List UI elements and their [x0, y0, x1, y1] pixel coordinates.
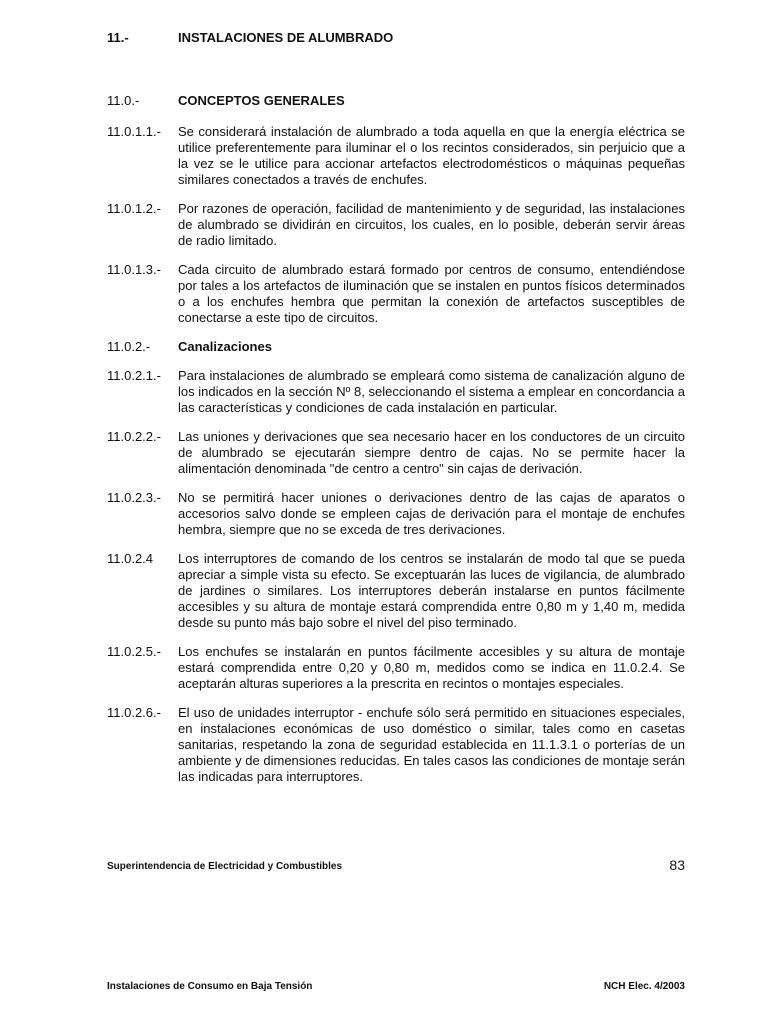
clause-number: 11.0.1.2.- [107, 201, 161, 216]
clause [107, 201, 685, 249]
clause-text: Para instalaciones de alumbrado se empleará como sistema de canalización alguno de los indicados en la sección Nº 8, seleccionando el sistema a emplear en concordancia a las características y condiciones de cada instalación en particular. [178, 368, 685, 415]
clause-text: Cada circuito de alumbrado estará formado por centros de consumo, entendiéndose por tales a los artefactos de iluminación que se instalen en puntos físicos determinados o a los enchufes hembra que permitan la conexión de artefactos susceptibles de conectarse a este tipo de circuitos. [178, 262, 685, 325]
clause [107, 124, 685, 188]
subsection-title: CONCEPTOS GENERALES [178, 93, 345, 108]
clause-number: 11.0.2.2.- [107, 429, 161, 444]
clause-number: 11.0.2.5.- [107, 644, 161, 659]
clause-text: Los interruptores de comando de los centros se instalarán de modo tal que se pueda apreciar a simple vista su efecto. Se exceptuarán las luces de vigilancia, de alumbrado de jardines o similares. Los interruptores deberán instalarse en puntos fácilmente accesibles y su altura de montaje estará comprendida entre 0,80 m y 1,40 m, medida desde su punto más bajo sobre el nivel del piso terminado. [178, 551, 685, 630]
clause [107, 262, 685, 326]
clause-text: No se permitirá hacer uniones o derivaciones dentro de las cajas de aparatos o accesorios salvo donde se empleen cajas de derivación para el montaje de enchufes hembra, siempre que no se exceda de tres derivaciones. [178, 490, 685, 537]
clause-text: Por razones de operación, facilidad de mantenimiento y de seguridad, las instalaciones de alumbrado se dividirán en circuitos, los cuales, en lo posible, deberán servir áreas de radio limitado. [178, 201, 685, 248]
clause-text: Las uniones y derivaciones que sea necesario hacer en los conductores de un circuito de alumbrado se ejecutarán siempre dentro de cajas. No se permite hacer la alimentación denominada "de centro a centro" sin cajas de derivación. [178, 429, 685, 476]
clause [107, 368, 685, 416]
clause [107, 490, 685, 538]
page-number: 83 [669, 857, 685, 873]
clause-number: 11.0.1.3.- [107, 262, 161, 277]
clause-list [107, 124, 685, 798]
clause-number: 11.0.2.4 [107, 551, 154, 566]
subheading-title: Canalizaciones [178, 339, 272, 354]
clause-text: Los enchufes se instalarán en puntos fácilmente accesibles y su altura de montaje estará comprendida entre 0,20 y 0,80 m, medidos como se indica en 11.0.2.4. Se aceptarán alturas superiores a la prescrita en recintos o montajes especiales. [178, 644, 685, 691]
footer-standard: NCH Elec. 4/2003 [603, 981, 685, 992]
section-number: 11.- [107, 30, 129, 45]
subsection-number: 11.0.- [107, 93, 140, 108]
clause-text: Se considerará instalación de alumbrado a toda aquella en que la energía eléctrica se utilice preferentemente para iluminar el o los recintos considerados, sin perjuicio que a la vez se le utilice para accionar artefactos electrodomésticos o máquinas pequeñas similares conectados a través de enchufes. [178, 124, 685, 187]
footer-document-title: Instalaciones de Consumo en Baja Tensión [107, 981, 313, 992]
section-title: INSTALACIONES DE ALUMBRADO [178, 30, 394, 45]
clause-number: 11.0.2.1.- [107, 368, 161, 383]
clause [107, 644, 685, 692]
clause [107, 551, 685, 631]
footer-organization: Superintendencia de Electricidad y Combustibles [107, 861, 343, 872]
clause-text: El uso de unidades interruptor - enchufe sólo será permitido en situaciones especiales, en instalaciones económicas de uso doméstico o similar, tales como en casetas sanitarias, respetando la zona de seguridad establecida en 11.1.3.1 o porterías de un ambiente y de dimensiones reducidas. En tales casos las condiciones de montaje serán las indicadas para interruptores. [178, 705, 685, 784]
clause-number: 11.0.2.6.- [107, 705, 161, 720]
clause-number: 11.0.2.- [107, 339, 151, 354]
clause [107, 429, 685, 477]
clause-number: 11.0.1.1.- [107, 124, 161, 139]
clause [107, 705, 685, 785]
clause-number: 11.0.2.3.- [107, 490, 161, 505]
subheading-clause [107, 339, 685, 355]
